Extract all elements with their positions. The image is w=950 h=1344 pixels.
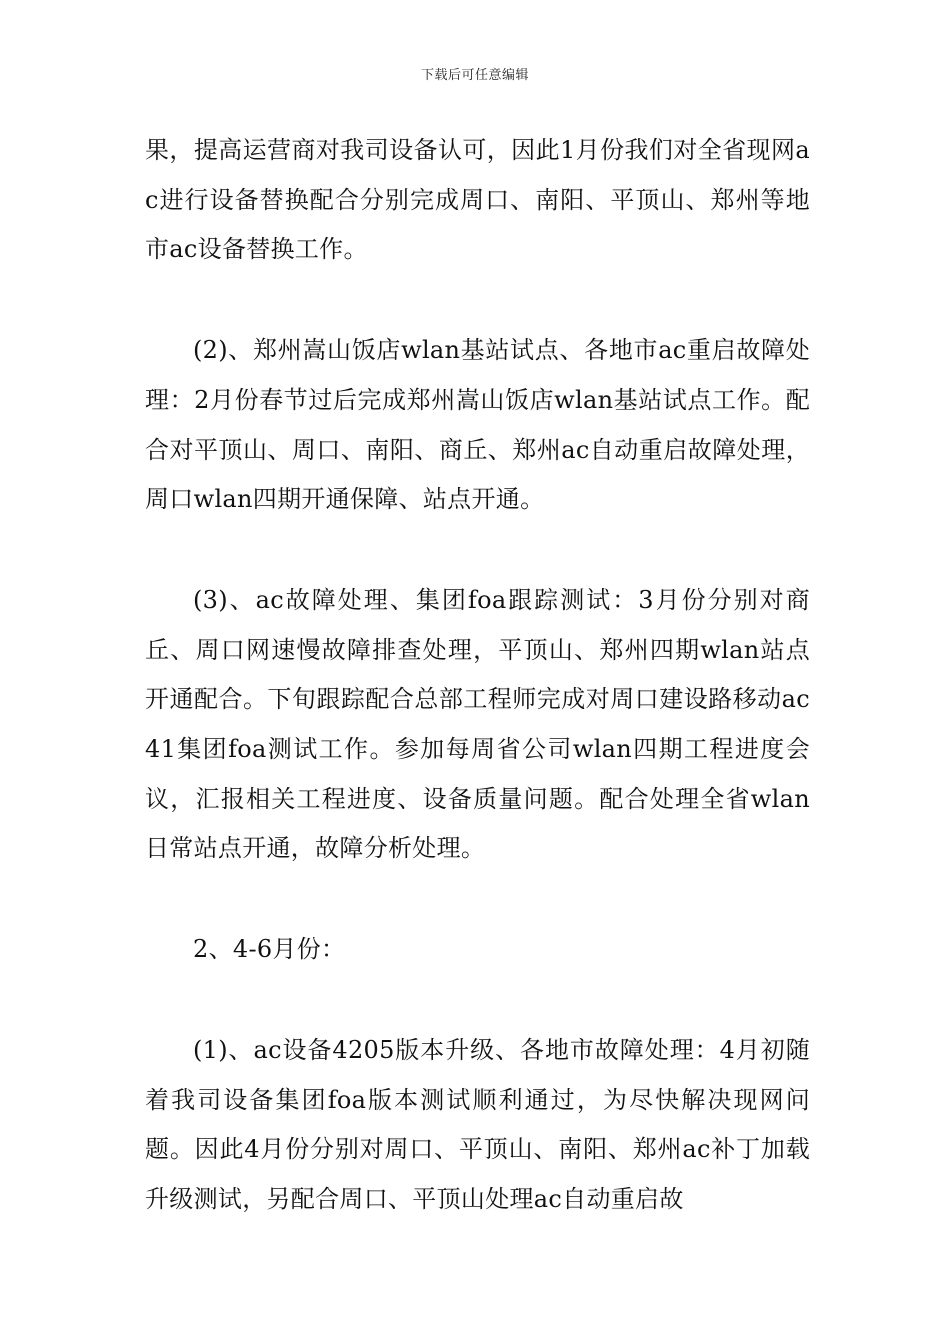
paragraph-foa-tracking-test: (3)、ac故障处理、集团foa跟踪测试：3月份分别对商丘、周口网速慢故障排查处理，平顶山、郑州四期wlan站点开通配合。下旬跟踪配合总部工程师完成对周口建设路移动ac41集团foa测试工作。参加每周省公司wlan四期工程进度会议，汇报相关工程进度、设备质量问题。配合处理全省wlan日常站点开通，故障分析处理。: [145, 585, 810, 863]
paragraph-version-upgrade: (1)、ac设备4205版本升级、各地市故障处理：4月初随着我司设备集团foa版本测试顺利通过，为尽快解决现网问题。因此4月份分别对周口、平顶山、南阳、郑州ac补丁加载升级测试，另配合周口、平顶山处理ac自动重启故: [145, 1035, 810, 1213]
document-body: [145, 126, 810, 1225]
paragraph-songshan-hotel-trial: (2)、郑州嵩山饭店wlan基站试点、各地市ac重启故障处理：2月份春节过后完成郑州嵩山饭店wlan基站试点工作。配合对平顶山、周口、南阳、商丘、郑州ac自动重启故障处理，周口wlan四期开通保障、站点开通。: [145, 336, 810, 514]
section-heading-april-june: 2、4-6月份：: [193, 935, 346, 964]
page-header-note: 下载后可任意编辑: [420, 68, 529, 83]
paragraph-device-replacement: 果，提高运营商对我司设备认可，因此1月份我们对全省现网ac进行设备替换配合分别完成周口、南阳、平顶山、郑州等地市ac设备替换工作。: [145, 136, 810, 264]
